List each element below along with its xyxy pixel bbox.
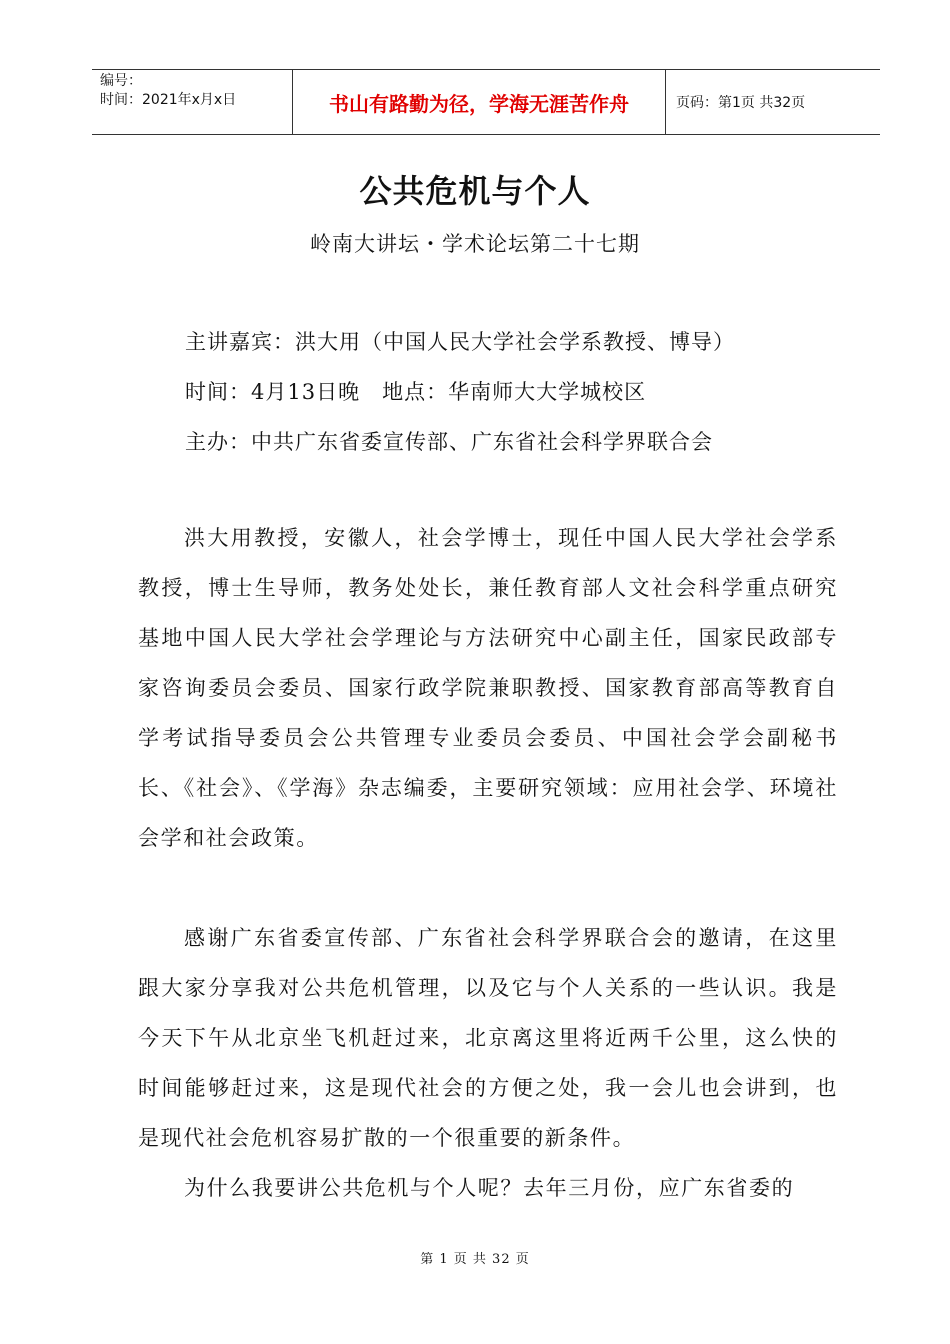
organizer-line: 主办：中共广东省委宣传部、广东省社会科学界联合会: [185, 430, 713, 454]
header-table: [92, 69, 880, 135]
number-label: 编号：: [100, 73, 142, 89]
header-meta: [92, 70, 293, 134]
document-title: 公共危机与个人: [359, 172, 591, 210]
motto: 书山有路勤为径，学海无涯苦作舟: [293, 70, 666, 134]
intro-paragraph: 感谢广东省委宣传部、广东省社会科学界联合会的邀请，在这里跟大家分享我对公共危机管理，以及它与个人关系的一些认识。我是今天下午从北京坐飞机赶过来，北京离这里将近两千公里，这么快的时间能够赶过来，这是现代社会的方便之处，我一会儿也会讲到，也是现代社会危机容易扩散的一个很重要的新条件。: [138, 926, 838, 1150]
page-info: 页码：第1页 共32页: [676, 95, 806, 111]
question-paragraph: 为什么我要讲公共危机与个人呢？去年三月份，应广东省委的: [184, 1176, 795, 1200]
document-subtitle: 岭南大讲坛・学术论坛第二十七期: [310, 232, 640, 256]
speaker-line: 主讲嘉宾：洪大用（中国人民大学社会学系教授、博导）: [185, 330, 735, 354]
bio-paragraph: 洪大用教授，安徽人，社会学博士，现任中国人民大学社会学系教授，博士生导师，教务处处长，兼任教育部人文社会科学重点研究基地中国人民大学社会学理论与方法研究中心副主任，国家民政部专家咨询委员会委员、国家行政学院兼职教授、国家教育部高等教育自学考试指导委员会公共管理专业委员会委员、中国社会学会副秘书长、《社会》、《学海》杂志编委，主要研究领域：应用社会学、环境社会学和社会政策。: [138, 526, 838, 850]
page-footer: 第 1 页 共 32 页: [420, 1252, 530, 1267]
time-place-line: 时间：4月13日晚 地点：华南师大大学城校区: [185, 380, 647, 404]
time-label: 时间：2021年x月x日: [100, 92, 237, 108]
